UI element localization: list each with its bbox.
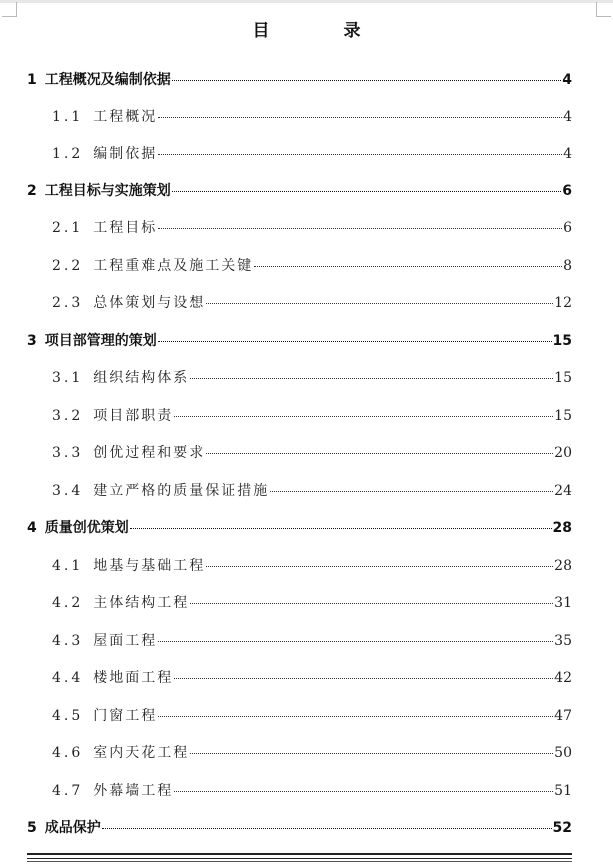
toc-entry-number: 3.2 xyxy=(52,408,84,424)
toc-entry-number: 5 xyxy=(27,820,37,836)
top-edge-rule xyxy=(0,0,613,3)
crop-mark-top-left xyxy=(2,2,17,17)
toc-entry-page-number: 28 xyxy=(552,520,572,536)
toc-entry[interactable] xyxy=(27,179,572,203)
toc-dot-leader xyxy=(174,791,553,792)
toc-dot-leader xyxy=(270,491,553,492)
toc-entry-page-number: 35 xyxy=(554,633,572,649)
toc-entry[interactable] xyxy=(52,216,572,240)
toc-entry-number: 4.3 xyxy=(52,633,84,649)
toc-entry[interactable] xyxy=(52,779,572,803)
toc-dot-leader xyxy=(158,117,562,118)
toc-entry-label: 外幕墙工程 xyxy=(93,783,174,799)
toc-entry-label: 门窗工程 xyxy=(93,708,158,724)
toc-entry[interactable] xyxy=(52,479,572,503)
toc-entry-number: 4.1 xyxy=(52,558,84,574)
toc-entry-page-number: 4 xyxy=(562,72,572,88)
toc-entry-label: 主体结构工程 xyxy=(93,595,190,611)
toc-entry-number: 3.1 xyxy=(52,370,84,386)
toc-dot-leader xyxy=(158,341,552,342)
toc-entry[interactable] xyxy=(52,254,572,278)
toc-entry[interactable] xyxy=(52,666,572,690)
toc-dot-leader xyxy=(158,154,562,155)
toc-entry[interactable] xyxy=(27,329,572,353)
toc-entry-label: 编制依据 xyxy=(93,146,158,162)
toc-dot-leader xyxy=(190,378,553,379)
toc-entry-label: 建立严格的质量保证措施 xyxy=(93,483,270,499)
toc-entry-label: 成品保护 xyxy=(44,820,101,836)
toc-entry-page-number: 31 xyxy=(554,595,572,611)
toc-dot-leader xyxy=(130,528,552,529)
toc-entry-page-number: 15 xyxy=(552,333,572,349)
toc-entry[interactable] xyxy=(52,291,572,315)
toc-entry-page-number: 52 xyxy=(552,820,572,836)
toc-dot-leader xyxy=(190,753,553,754)
toc-entry-number: 4 xyxy=(27,520,37,536)
toc-entry-page-number: 51 xyxy=(554,783,572,799)
toc-dot-leader xyxy=(254,266,562,267)
toc-entry-number: 4.5 xyxy=(52,708,84,724)
toc-entry-page-number: 24 xyxy=(554,483,572,499)
toc-dot-leader xyxy=(190,603,553,604)
toc-entry-number: 4.4 xyxy=(52,670,84,686)
toc-entry-number: 4.6 xyxy=(52,745,84,761)
toc-entry[interactable] xyxy=(27,516,572,540)
toc-entry-label: 室内天花工程 xyxy=(93,745,190,761)
toc-entry-number: 3.4 xyxy=(52,483,84,499)
toc-entry[interactable] xyxy=(27,68,572,92)
toc-entry-label: 项目部职责 xyxy=(93,408,174,424)
toc-entry-number: 3.3 xyxy=(52,445,84,461)
toc-entry-page-number: 12 xyxy=(554,295,572,311)
toc-entry-page-number: 6 xyxy=(563,220,572,236)
toc-dot-leader xyxy=(158,716,553,717)
crop-mark-top-right xyxy=(596,2,611,17)
toc-dot-leader xyxy=(206,303,553,304)
toc-entry-page-number: 42 xyxy=(554,670,572,686)
toc-dot-leader xyxy=(206,566,553,567)
toc-entry-label: 楼地面工程 xyxy=(93,670,174,686)
toc-dot-leader xyxy=(206,453,553,454)
toc-entry-page-number: 20 xyxy=(554,445,572,461)
toc-entry-label: 组织结构体系 xyxy=(93,370,190,386)
toc-dot-leader xyxy=(158,228,562,229)
toc-entry-page-number: 4 xyxy=(563,146,572,162)
toc-entry-number: 1.2 xyxy=(52,146,84,162)
toc-entry-label: 工程目标 xyxy=(93,220,158,236)
toc-entry[interactable] xyxy=(52,404,572,428)
toc-entry[interactable] xyxy=(52,366,572,390)
toc-entry-page-number: 50 xyxy=(554,745,572,761)
bottom-thin-rule xyxy=(27,861,572,862)
toc-entry-number: 4.2 xyxy=(52,595,84,611)
toc-entry[interactable] xyxy=(52,704,572,728)
toc-entry-label: 工程目标与实施策划 xyxy=(44,183,171,199)
toc-entry-label: 工程概况 xyxy=(93,109,158,125)
toc-entry-page-number: 47 xyxy=(554,708,572,724)
toc-entry-number: 2.1 xyxy=(52,220,84,236)
toc-entry-label: 质量创优策划 xyxy=(44,520,129,536)
toc-entry-number: 2.2 xyxy=(52,258,84,274)
toc-entry-page-number: 15 xyxy=(554,408,572,424)
toc-entry[interactable] xyxy=(52,105,572,129)
toc-entry[interactable] xyxy=(52,554,572,578)
toc-entry-label: 屋面工程 xyxy=(93,633,158,649)
toc-entry-label: 工程重难点及施工关键 xyxy=(93,258,254,274)
toc-entry[interactable] xyxy=(52,441,572,465)
toc-dot-leader xyxy=(172,80,562,81)
toc-dot-leader xyxy=(174,416,553,417)
toc-title: 目 录 xyxy=(252,21,395,41)
toc-entry[interactable] xyxy=(52,629,572,653)
toc-entry[interactable] xyxy=(52,591,572,615)
toc-entry-number: 1.1 xyxy=(52,109,84,125)
toc-entry-label: 工程概况及编制依据 xyxy=(44,72,171,88)
toc-entry-page-number: 6 xyxy=(562,183,572,199)
toc-entry[interactable] xyxy=(52,741,572,765)
toc-entry[interactable] xyxy=(27,816,572,840)
toc-entry-number: 3 xyxy=(27,333,37,349)
bottom-double-rule xyxy=(27,853,572,859)
toc-entry-label: 项目部管理的策划 xyxy=(44,333,157,349)
toc-entry-label: 创优过程和要求 xyxy=(93,445,206,461)
toc-entry[interactable] xyxy=(52,142,572,166)
toc-dot-leader xyxy=(172,191,562,192)
toc-entry-page-number: 4 xyxy=(563,109,572,125)
toc-entry-label: 总体策划与设想 xyxy=(93,295,206,311)
toc-entry-number: 1 xyxy=(27,72,37,88)
toc-dot-leader xyxy=(158,641,553,642)
toc-entry-number: 4.7 xyxy=(52,783,84,799)
toc-entry-label: 地基与基础工程 xyxy=(93,558,206,574)
toc-entry-page-number: 28 xyxy=(554,558,572,574)
toc-entry-number: 2.3 xyxy=(52,295,84,311)
toc-entry-page-number: 15 xyxy=(554,370,572,386)
toc-entry-page-number: 8 xyxy=(563,258,572,274)
toc-entry-number: 2 xyxy=(27,183,37,199)
toc-dot-leader xyxy=(174,678,553,679)
toc-dot-leader xyxy=(102,828,552,829)
